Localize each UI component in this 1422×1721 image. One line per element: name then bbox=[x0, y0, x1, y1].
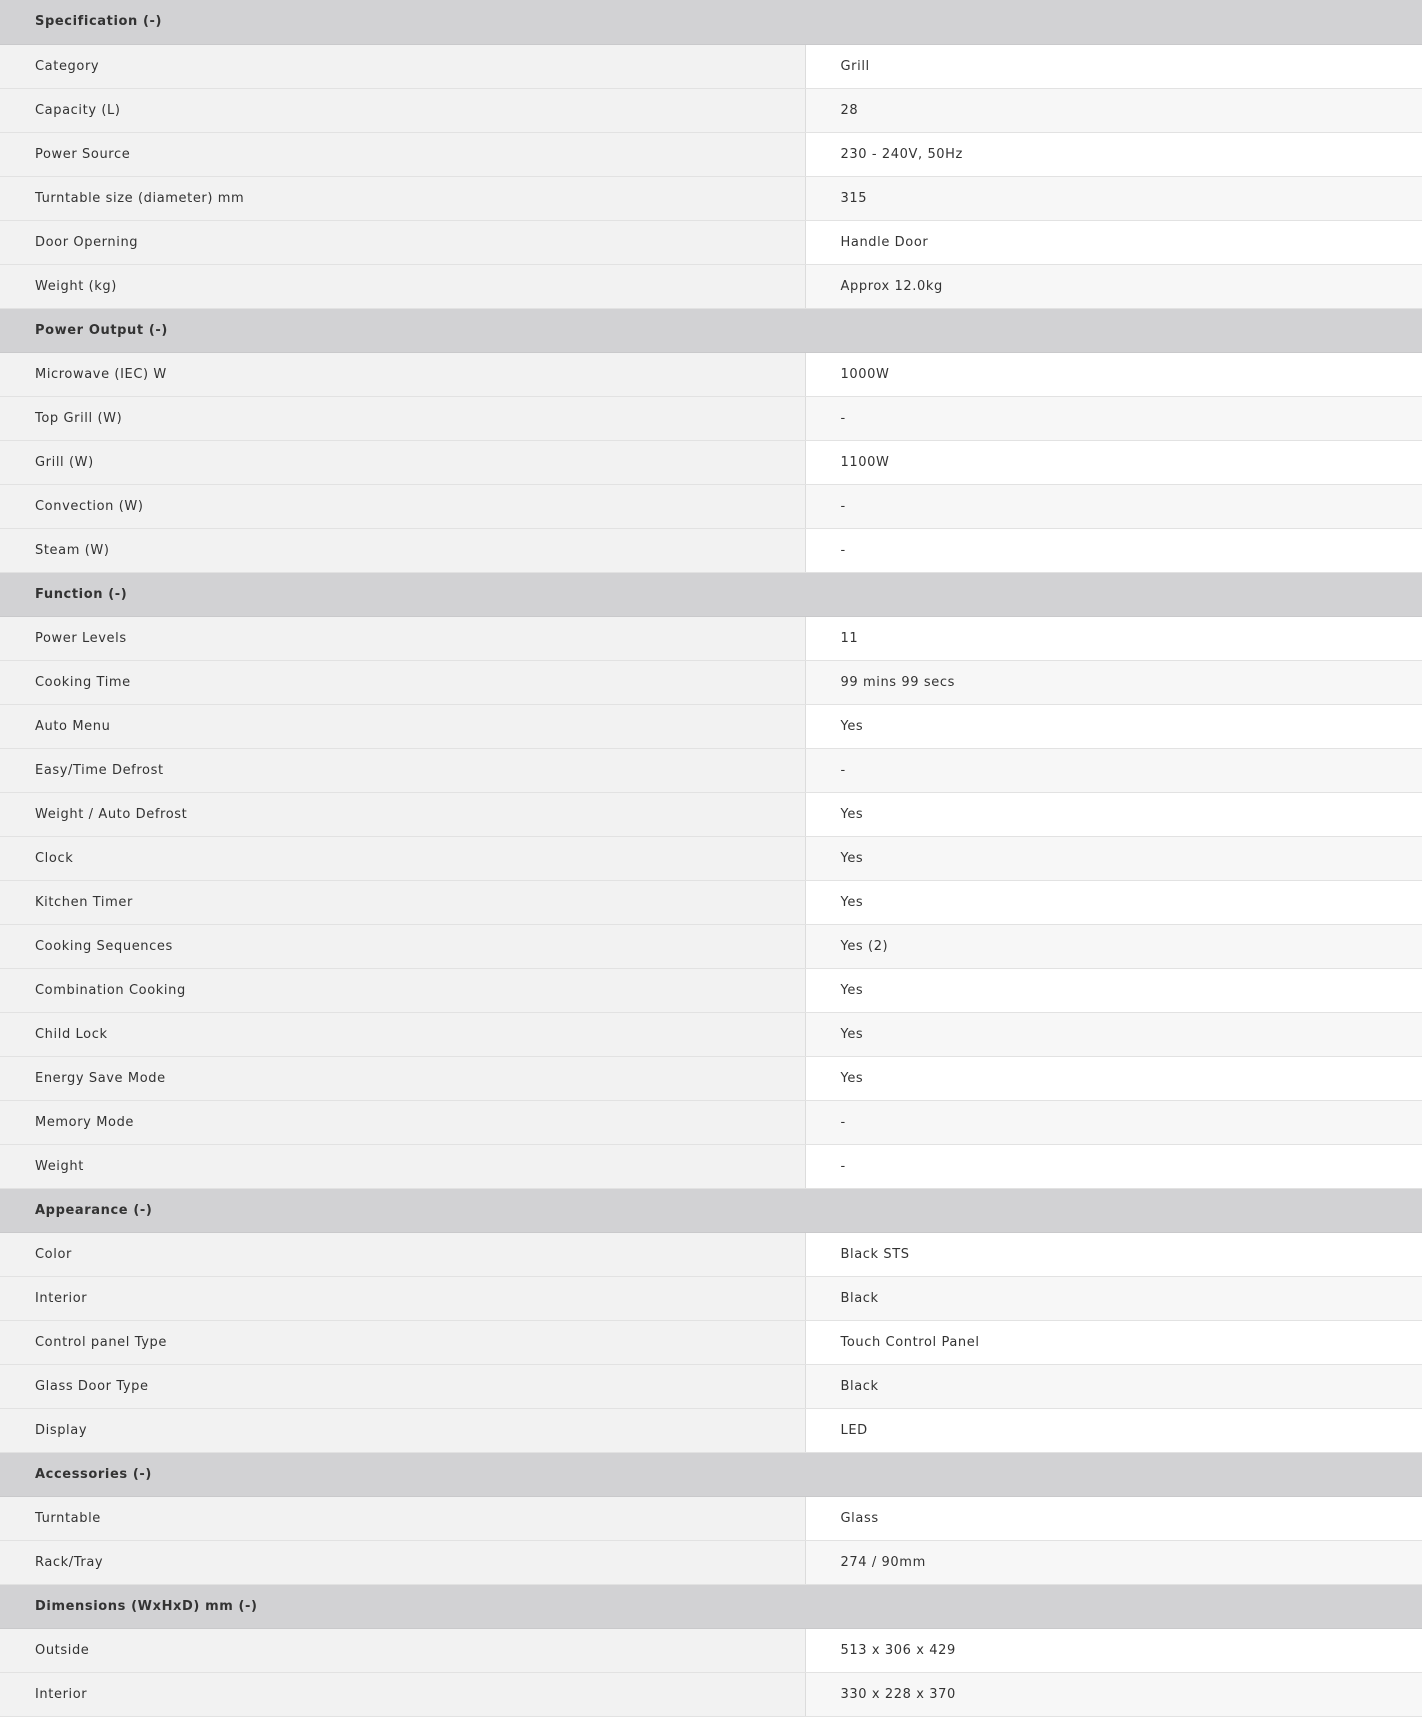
spec-value: Handle Door bbox=[805, 220, 1422, 264]
spec-label: Top Grill (W) bbox=[0, 396, 805, 440]
section-title: Specification (-) bbox=[0, 0, 1422, 44]
spec-label: Kitchen Timer bbox=[0, 880, 805, 924]
spec-label: Steam (W) bbox=[0, 528, 805, 572]
table-row bbox=[0, 660, 1422, 704]
section-header-row bbox=[0, 1584, 1422, 1628]
table-row bbox=[0, 352, 1422, 396]
section-header-row bbox=[0, 0, 1422, 44]
section-title: Accessories (-) bbox=[0, 1452, 1422, 1496]
spec-value: - bbox=[805, 1144, 1422, 1188]
section-title: Appearance (-) bbox=[0, 1188, 1422, 1232]
spec-value: Yes bbox=[805, 1012, 1422, 1056]
spec-value: Yes (2) bbox=[805, 924, 1422, 968]
spec-value: Touch Control Panel bbox=[805, 1320, 1422, 1364]
spec-label: Power Levels bbox=[0, 616, 805, 660]
table-row bbox=[0, 1408, 1422, 1452]
spec-label: Power Source bbox=[0, 132, 805, 176]
spec-label: Microwave (IEC) W bbox=[0, 352, 805, 396]
spec-value: Yes bbox=[805, 968, 1422, 1012]
spec-label: Control panel Type bbox=[0, 1320, 805, 1364]
spec-value: Black STS bbox=[805, 1232, 1422, 1276]
spec-value: 99 mins 99 secs bbox=[805, 660, 1422, 704]
table-row bbox=[0, 1496, 1422, 1540]
section-header-row bbox=[0, 1188, 1422, 1232]
table-row bbox=[0, 1540, 1422, 1584]
table-row bbox=[0, 132, 1422, 176]
spec-value: 1100W bbox=[805, 440, 1422, 484]
spec-value: Glass bbox=[805, 1496, 1422, 1540]
spec-value: 274 / 90mm bbox=[805, 1540, 1422, 1584]
spec-value: Black bbox=[805, 1364, 1422, 1408]
table-row bbox=[0, 1144, 1422, 1188]
spec-label: Combination Cooking bbox=[0, 968, 805, 1012]
spec-value: Yes bbox=[805, 880, 1422, 924]
spec-label: Weight bbox=[0, 1144, 805, 1188]
table-row bbox=[0, 440, 1422, 484]
spec-label: Outside bbox=[0, 1628, 805, 1672]
spec-value: Grill bbox=[805, 44, 1422, 88]
spec-label: Energy Save Mode bbox=[0, 1056, 805, 1100]
table-row bbox=[0, 1364, 1422, 1408]
table-row bbox=[0, 748, 1422, 792]
table-row bbox=[0, 792, 1422, 836]
spec-value: - bbox=[805, 484, 1422, 528]
table-row bbox=[0, 1100, 1422, 1144]
section-header-row bbox=[0, 1452, 1422, 1496]
spec-label: Color bbox=[0, 1232, 805, 1276]
spec-label: Category bbox=[0, 44, 805, 88]
section-header-row bbox=[0, 308, 1422, 352]
spec-label: Glass Door Type bbox=[0, 1364, 805, 1408]
spec-label: Turntable bbox=[0, 1496, 805, 1540]
spec-value: 315 bbox=[805, 176, 1422, 220]
section-header-row bbox=[0, 572, 1422, 616]
table-row bbox=[0, 396, 1422, 440]
table-row bbox=[0, 924, 1422, 968]
spec-label: Interior bbox=[0, 1276, 805, 1320]
spec-label: Rack/Tray bbox=[0, 1540, 805, 1584]
table-row bbox=[0, 616, 1422, 660]
table-row bbox=[0, 264, 1422, 308]
table-row bbox=[0, 1628, 1422, 1672]
table-row bbox=[0, 1056, 1422, 1100]
spec-label: Clock bbox=[0, 836, 805, 880]
spec-value: Black bbox=[805, 1276, 1422, 1320]
spec-label: Weight (kg) bbox=[0, 264, 805, 308]
spec-label: Turntable size (diameter) mm bbox=[0, 176, 805, 220]
table-row bbox=[0, 704, 1422, 748]
spec-value: LED bbox=[805, 1408, 1422, 1452]
spec-value: 1000W bbox=[805, 352, 1422, 396]
spec-label: Interior bbox=[0, 1672, 805, 1716]
table-row bbox=[0, 1320, 1422, 1364]
spec-label: Easy/Time Defrost bbox=[0, 748, 805, 792]
spec-label: Child Lock bbox=[0, 1012, 805, 1056]
table-row bbox=[0, 1672, 1422, 1716]
spec-value: 230 - 240V, 50Hz bbox=[805, 132, 1422, 176]
spec-value: Yes bbox=[805, 704, 1422, 748]
table-row bbox=[0, 880, 1422, 924]
spec-label: Weight / Auto Defrost bbox=[0, 792, 805, 836]
spec-value: 330 x 228 x 370 bbox=[805, 1672, 1422, 1716]
table-row bbox=[0, 1232, 1422, 1276]
section-title: Dimensions (WxHxD) mm (-) bbox=[0, 1584, 1422, 1628]
spec-value: - bbox=[805, 1100, 1422, 1144]
table-row bbox=[0, 1012, 1422, 1056]
table-row bbox=[0, 484, 1422, 528]
spec-label: Cooking Sequences bbox=[0, 924, 805, 968]
table-row bbox=[0, 88, 1422, 132]
spec-label: Door Operning bbox=[0, 220, 805, 264]
spec-value: 28 bbox=[805, 88, 1422, 132]
spec-label: Convection (W) bbox=[0, 484, 805, 528]
spec-value: Yes bbox=[805, 836, 1422, 880]
spec-value: 513 x 306 x 429 bbox=[805, 1628, 1422, 1672]
spec-label: Cooking Time bbox=[0, 660, 805, 704]
table-row bbox=[0, 220, 1422, 264]
section-title: Power Output (-) bbox=[0, 308, 1422, 352]
table-row bbox=[0, 836, 1422, 880]
spec-value: - bbox=[805, 748, 1422, 792]
spec-value: Yes bbox=[805, 792, 1422, 836]
spec-label: Memory Mode bbox=[0, 1100, 805, 1144]
spec-label: Capacity (L) bbox=[0, 88, 805, 132]
spec-value: 11 bbox=[805, 616, 1422, 660]
spec-value: Yes bbox=[805, 1056, 1422, 1100]
spec-value: - bbox=[805, 528, 1422, 572]
spec-label: Auto Menu bbox=[0, 704, 805, 748]
section-title: Function (-) bbox=[0, 572, 1422, 616]
spec-label: Grill (W) bbox=[0, 440, 805, 484]
spec-label: Display bbox=[0, 1408, 805, 1452]
table-row bbox=[0, 968, 1422, 1012]
spec-value: Approx 12.0kg bbox=[805, 264, 1422, 308]
table-row bbox=[0, 1276, 1422, 1320]
table-row bbox=[0, 528, 1422, 572]
table-row bbox=[0, 176, 1422, 220]
table-row bbox=[0, 44, 1422, 88]
spec-value: - bbox=[805, 396, 1422, 440]
